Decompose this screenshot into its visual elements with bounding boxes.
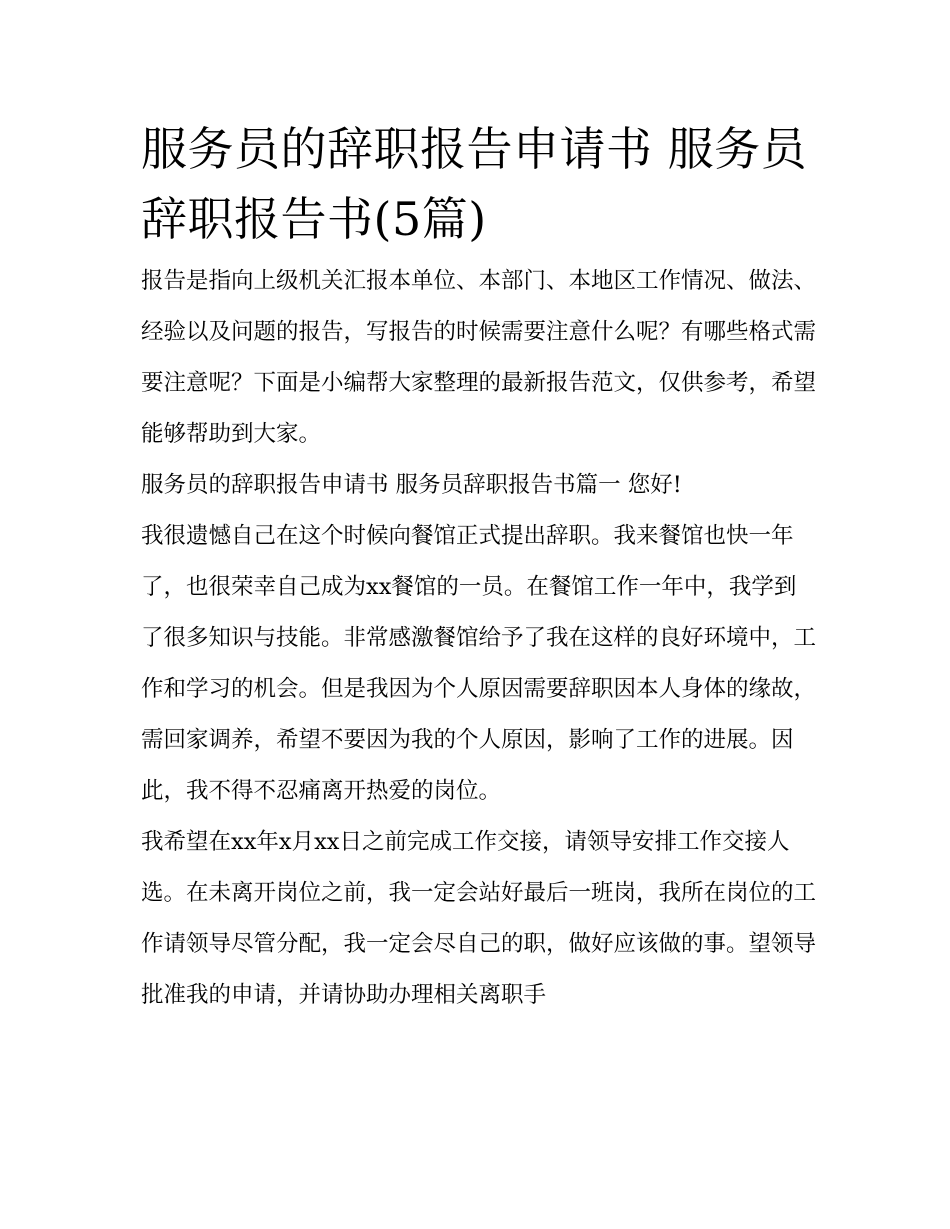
body-paragraph: 我希望在xx年x月xx日之前完成工作交接，请领导安排工作交接人选。在未离开岗位之前，我一定会站好最后一班岗，我所在岗位的工作请领导尽管分配，我一定会尽自己的职，做好应该做的事。望领导批准我的申请，并请协助办理相关离职手: [141, 829, 817, 1008]
letter-heading-paragraph: 服务员的辞职报告申请书 服务员辞职报告书篇一 您好!: [141, 472, 682, 498]
body-paragraph: 我很遗憾自己在这个时候向餐馆正式提出辞职。我来餐馆也快一年了，也很荣幸自己成为xx餐馆的一员。在餐馆工作一年中，我学到了很多知识与技能。非常感激餐馆给予了我在这样的良好环境中，工作和学习的机会。但是我因为个人原因需要辞职因本人身体的缘故，需回家调养，希望不要因为我的个人原因，影响了工作的进展。因此，我不得不忍痛离开热爱的岗位。: [141, 523, 817, 804]
document-title: 服务员的辞职报告申请书 服务员辞职报告书(5篇): [141, 122, 808, 246]
intro-paragraph: 报告是指向上级机关汇报本单位、本部门、本地区工作情况、做法、经验以及问题的报告，写报告的时候需要注意什么呢？有哪些格式需要注意呢？下面是小编帮大家整理的最新报告范文，仅供参考，希望能够帮助到大家。: [141, 268, 817, 447]
document-body: [141, 114, 817, 1021]
